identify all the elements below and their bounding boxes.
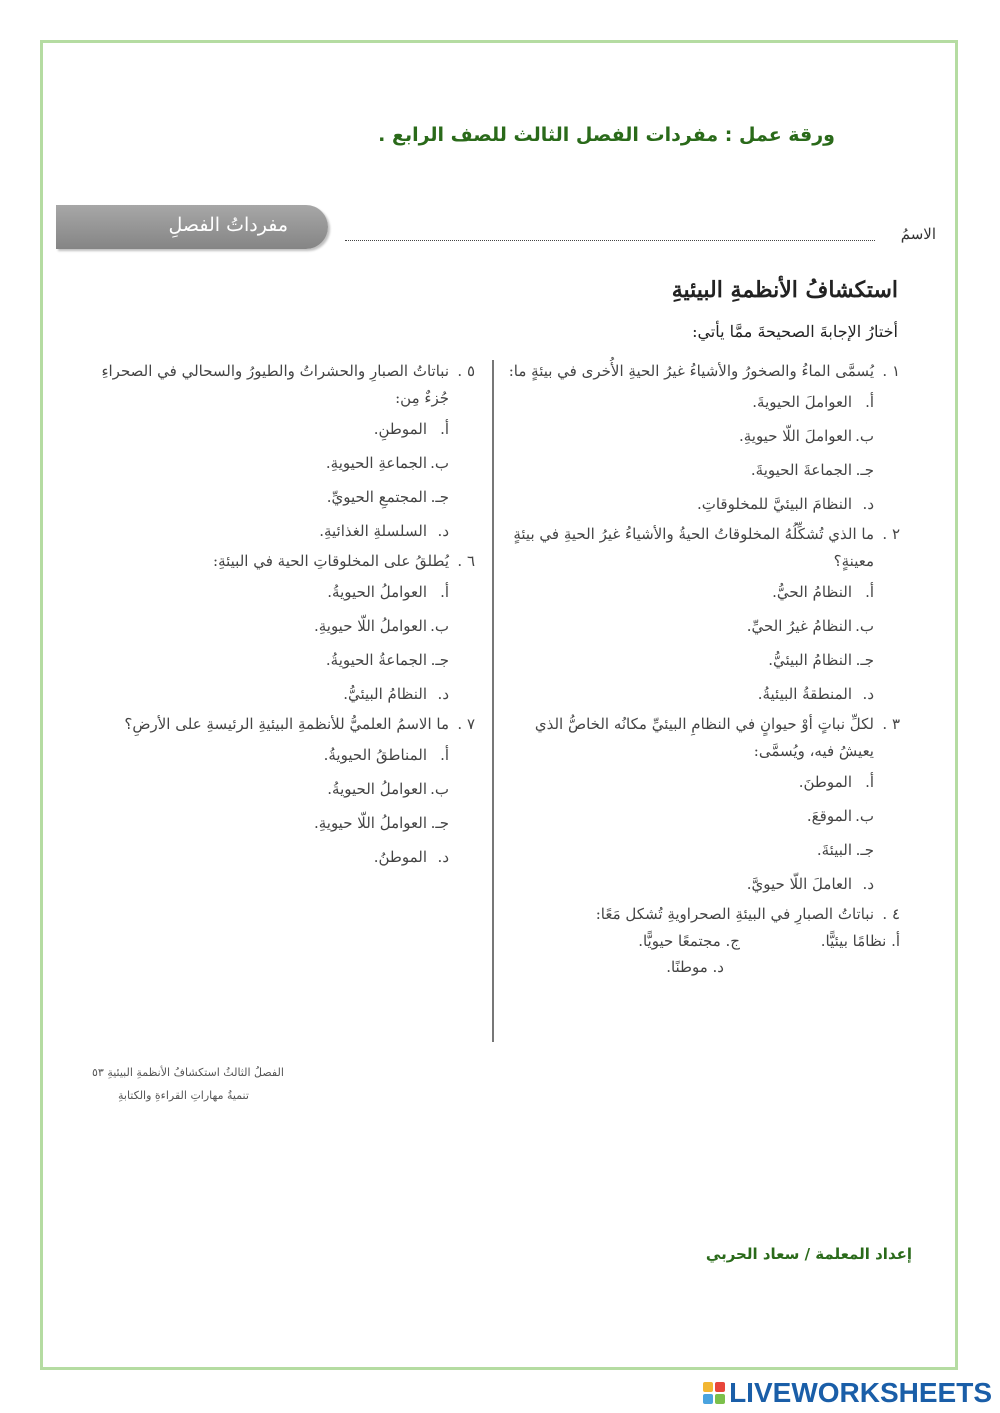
worksheet-title: ورقة عمل : مفردات الفصل الثالث للصف الرابع .	[378, 124, 835, 146]
option-text: العاملَ اللّا حيويَّ.	[746, 875, 852, 893]
question-stem	[85, 358, 475, 412]
option[interactable]	[505, 385, 900, 419]
question-number: ٥ .	[457, 362, 475, 380]
option-text: الجماعةَ الحيويةَ.	[750, 461, 852, 479]
option-letter: جـ.	[430, 814, 449, 832]
question-number: ٣ .	[882, 715, 900, 733]
option-c[interactable]: ج. مجتمعًا حيويًّا.	[638, 932, 740, 950]
question-5	[85, 358, 475, 548]
question-2	[505, 521, 900, 711]
option-text: المناطقُ الحيويةُ.	[323, 746, 427, 764]
option-letter: د.	[437, 522, 449, 540]
option-row	[505, 928, 900, 954]
name-label: الاسمُ	[900, 225, 936, 243]
question-7	[85, 711, 475, 874]
option-text: العواملُ الحيويةُ.	[327, 583, 427, 601]
option[interactable]	[505, 867, 900, 901]
option-text: العواملُ اللّا حيويةِ.	[313, 617, 427, 635]
question-1	[505, 358, 900, 521]
banner-label: مفرداتُ الفصلِ	[168, 214, 288, 236]
option-a[interactable]: أ. نظامًا بيئيًّا.	[820, 932, 900, 950]
question-4	[505, 901, 900, 980]
option-letter: جـ.	[430, 651, 449, 669]
option-text: النظامُ غيرُ الحيِّ.	[746, 617, 852, 635]
option-text: المنطقةُ البيئيةُ.	[757, 685, 852, 703]
question-text: يُطلقُ على المخلوقاتِ الحية في البيئةِ:	[213, 552, 449, 570]
option[interactable]	[85, 806, 475, 840]
option-text: العواملُ الحيويةُ.	[327, 780, 427, 798]
option[interactable]	[85, 446, 475, 480]
option-row	[505, 954, 900, 980]
chapter-vocabulary-banner	[56, 205, 328, 249]
option-text: العواملَ الحيويةَ.	[752, 393, 852, 411]
option-d[interactable]: د. موطنًا.	[666, 958, 724, 976]
page-footer-chapter: الفصلُ الثالثُ استكشافُ الأنظمةِ البيئيةِ ٥٣	[92, 1066, 284, 1079]
option-text: الموطنِ.	[373, 420, 427, 438]
option[interactable]	[505, 575, 900, 609]
option-text: الموقعَ.	[806, 807, 852, 825]
option[interactable]	[85, 609, 475, 643]
option-letter: جـ.	[855, 841, 874, 859]
teacher-credit: إعداد المعلمة / سعاد الحربي	[705, 1245, 912, 1263]
option-letter: أ.	[440, 746, 449, 764]
option-letter: د.	[862, 495, 874, 513]
question-text: يُسمَّى الماءُ والصخورُ والأشياءُ غيرُ الحيةِ الأُخرى في بيئةٍ ما:	[508, 362, 874, 380]
question-stem	[85, 548, 475, 575]
option-letter: أ.	[865, 393, 874, 411]
question-number: ٦ .	[457, 552, 475, 570]
option-text: البيئةَ.	[816, 841, 852, 859]
logo-square	[703, 1394, 713, 1404]
option-letter: ب.	[855, 807, 874, 825]
question-stem	[505, 901, 900, 928]
option-text: العواملَ اللّا حيويةِ.	[738, 427, 852, 445]
question-6	[85, 548, 475, 711]
option-letter: جـ.	[855, 461, 874, 479]
question-number: ١ .	[882, 362, 900, 380]
right-column	[505, 358, 900, 980]
logo-square	[703, 1382, 713, 1392]
option[interactable]	[85, 840, 475, 874]
question-text: ما الذي تُشكِّلُهُ المخلوقاتُ الحيةُ والأشياءُ غيرُ الحيةِ في بيئةٍ معينةٍ؟	[513, 525, 874, 570]
question-text: نباتاتُ الصبارِ والحشراتُ والطيورُ والسحالي في الصحراءِ جُزءٌ مِن:	[101, 362, 449, 407]
option-text: الجماعةِ الحيويةِ.	[325, 454, 427, 472]
option-letter: أ.	[440, 420, 449, 438]
option-letter: جـ.	[430, 488, 449, 506]
question-stem	[505, 358, 900, 385]
option-text: المجتمعِ الحيويِّ.	[326, 488, 427, 506]
question-3	[505, 711, 900, 901]
question-number: ٤ .	[882, 905, 900, 923]
question-number: ٢ .	[882, 525, 900, 543]
option[interactable]	[85, 480, 475, 514]
column-divider	[492, 360, 494, 1042]
question-stem	[85, 711, 475, 738]
question-number: ٧ .	[457, 715, 475, 733]
question-stem	[505, 711, 900, 765]
option[interactable]	[505, 453, 900, 487]
instruction: أختارُ الإجابةَ الصحيحةَ ممَّا يأتي:	[692, 322, 898, 341]
option[interactable]	[85, 738, 475, 772]
option-text: النظامَ البيئيَّ للمخلوقاتِ.	[696, 495, 852, 513]
option-letter: أ.	[865, 583, 874, 601]
option[interactable]	[505, 643, 900, 677]
option-letter: أ.	[865, 773, 874, 791]
option-text: العواملُ اللّا حيويةِ.	[313, 814, 427, 832]
logo-square	[715, 1394, 725, 1404]
option[interactable]	[505, 799, 900, 833]
page-footer-skills: تنميةُ مهاراتِ القراءةِ والكتابةِ	[118, 1089, 249, 1102]
option-text: الجماعةُ الحيويةُ.	[325, 651, 427, 669]
option[interactable]	[85, 412, 475, 446]
option-letter: د.	[437, 848, 449, 866]
option-letter: ب.	[430, 454, 449, 472]
option-letter: د.	[862, 685, 874, 703]
left-column	[85, 358, 475, 874]
option-text: السلسلةِ الغذائيةِ.	[319, 522, 427, 540]
option[interactable]	[505, 833, 900, 867]
option-text: النظامُ الحيُّ.	[772, 583, 852, 601]
option-letter: ب.	[855, 617, 874, 635]
option[interactable]	[505, 765, 900, 799]
option[interactable]	[505, 419, 900, 453]
option[interactable]	[505, 609, 900, 643]
question-text: ما الاسمُ العلميُّ للأنظمةِ البيئيةِ الرئيسةِ على الأرضِ؟	[124, 715, 449, 733]
question-text: نباتاتُ الصبارِ في البيئةِ الصحراويةِ تُشكل مَعًا:	[595, 905, 874, 923]
option[interactable]	[85, 643, 475, 677]
option[interactable]	[85, 575, 475, 609]
option-letter: أ.	[440, 583, 449, 601]
option-letter: د.	[437, 685, 449, 703]
option-text: الموطنُ.	[373, 848, 427, 866]
question-text: لكلِّ نباتٍ أوْ حيوانٍ في النظامِ البيئيِّ مكانُه الخاصُّ الذي يعيشُ فيه، ويُسمَّى:	[534, 715, 874, 760]
brand-text: LIVEWORKSHEETS	[729, 1377, 992, 1408]
option-text: النظامُ البيئيُّ.	[768, 651, 852, 669]
liveworksheets-logo-icon	[703, 1382, 725, 1404]
option-text: النظامُ البيئيُّ.	[343, 685, 427, 703]
liveworksheets-brand[interactable]	[703, 1378, 992, 1408]
option-text: الموطنَ.	[798, 773, 852, 791]
option[interactable]	[505, 677, 900, 711]
option[interactable]	[85, 772, 475, 806]
option-letter: ب.	[430, 617, 449, 635]
option-letter: د.	[862, 875, 874, 893]
option[interactable]	[85, 677, 475, 711]
lesson-title: استكشافُ الأنظمةِ البيئيةِ	[671, 277, 898, 303]
option-letter: ب.	[855, 427, 874, 445]
option[interactable]	[85, 514, 475, 548]
question-stem	[505, 521, 900, 575]
name-field[interactable]	[345, 240, 875, 241]
option[interactable]	[505, 487, 900, 521]
option-letter: ب.	[430, 780, 449, 798]
logo-square	[715, 1382, 725, 1392]
option-letter: جـ.	[855, 651, 874, 669]
